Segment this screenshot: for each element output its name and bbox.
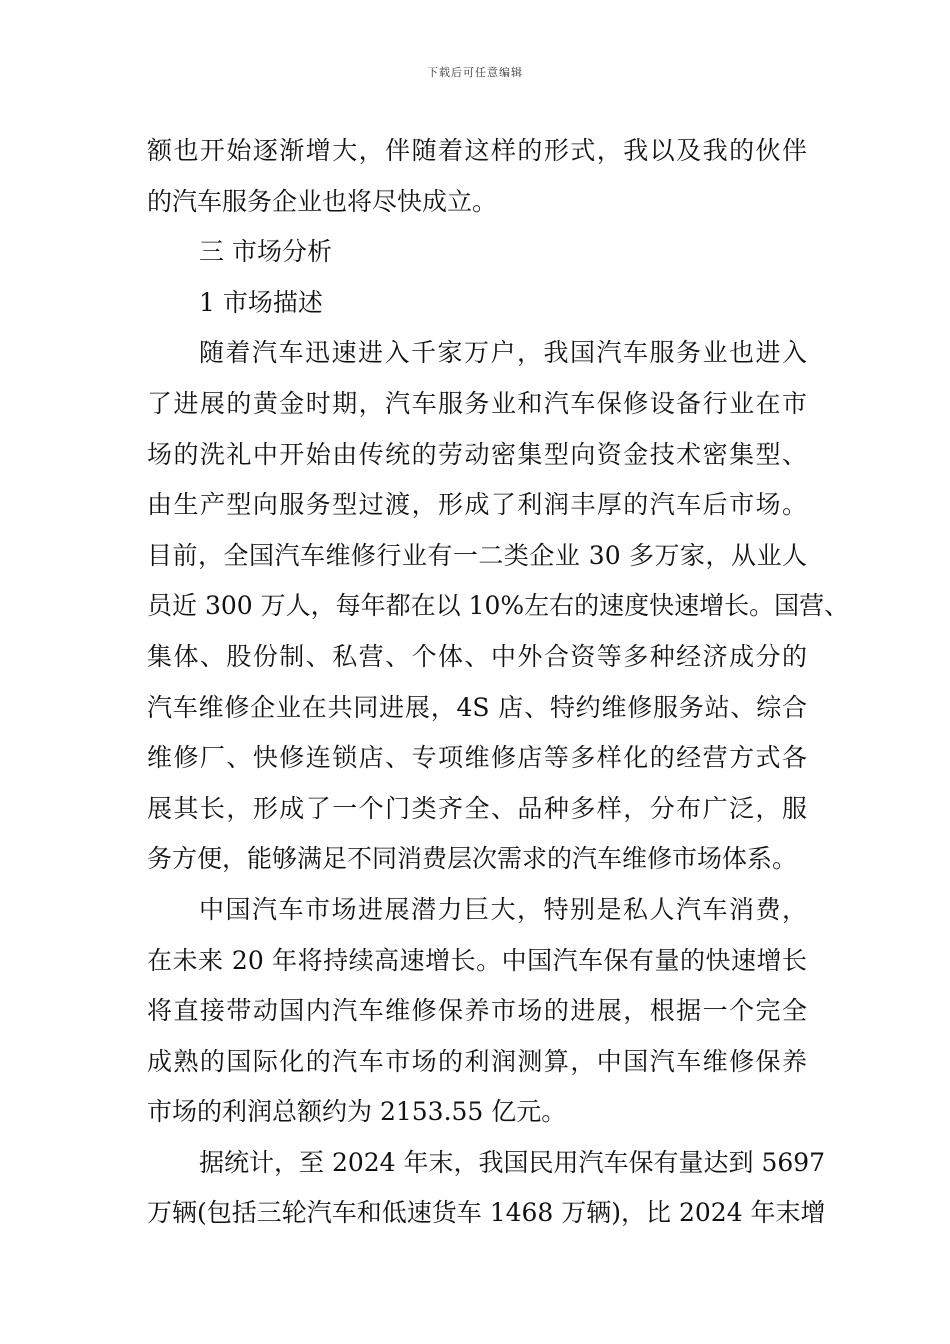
paragraph-line: 万辆(包括三轮汽车和低速货车 1468 万辆)，比 2024 年末增 <box>147 1198 826 1228</box>
paragraph-line: 展其长，形成了一个门类齐全、品种多样，分布广泛，服 <box>147 793 807 823</box>
paragraph-line: 由生产型向服务型过渡，形成了利润丰厚的汽车后市场。 <box>147 490 807 520</box>
paragraph-line: 据统计，至 2024 年末，我国民用汽车保有量达到 5697 <box>199 1147 826 1177</box>
paragraph-line: 成熟的国际化的汽车市场的利润测算，中国汽车维修保养 <box>147 1046 807 1076</box>
paragraph-line: 维修厂、快修连锁店、专项维修店等多样化的经营方式各 <box>147 743 807 773</box>
paragraph-line: 市场的利润总额约为 2153.55 亿元。 <box>147 1097 567 1127</box>
subsection-heading: 1 市场描述 <box>199 287 323 317</box>
document-body <box>147 126 850 1239</box>
paragraph-line: 集体、股份制、私营、个体、中外合资等多种经济成分的 <box>147 641 807 671</box>
paragraph-line: 员近 300 万人，每年都在以 10%左右的速度快速增长。国营、 <box>147 591 850 621</box>
paragraph-line: 场的洗礼中开始由传统的劳动密集型向资金技术密集型、 <box>147 439 807 469</box>
page-header: 下载后可任意编辑 <box>427 66 523 79</box>
paragraph-line: 了进展的黄金时期，汽车服务业和汽车保修设备行业在市 <box>147 388 807 418</box>
section-heading: 三 市场分析 <box>199 237 332 267</box>
paragraph-line: 务方便，能够满足不同消费层次需求的汽车维修市场体系。 <box>147 844 798 874</box>
paragraph-line: 中国汽车市场进展潜力巨大，特别是私人汽车消费， <box>199 894 807 924</box>
paragraph-line: 将直接带动国内汽车维修保养市场的进展，根据一个完全 <box>147 996 807 1026</box>
paragraph-line: 在未来 20 年将持续高速增长。中国汽车保有量的快速增长 <box>147 945 807 975</box>
paragraph-line: 的汽车服务企业也将尽快成立。 <box>147 186 498 216</box>
paragraph-line: 目前，全国汽车维修行业有一二类企业 30 多万家，从业人 <box>147 540 807 570</box>
paragraph-line: 随着汽车迅速进入千家万户，我国汽车服务业也进入 <box>199 338 807 368</box>
paragraph-line: 汽车维修企业在共同进展，4S 店、特约维修服务站、综合 <box>147 692 807 722</box>
paragraph-line: 额也开始逐渐增大，伴随着这样的形式，我以及我的伙伴 <box>147 136 807 165</box>
